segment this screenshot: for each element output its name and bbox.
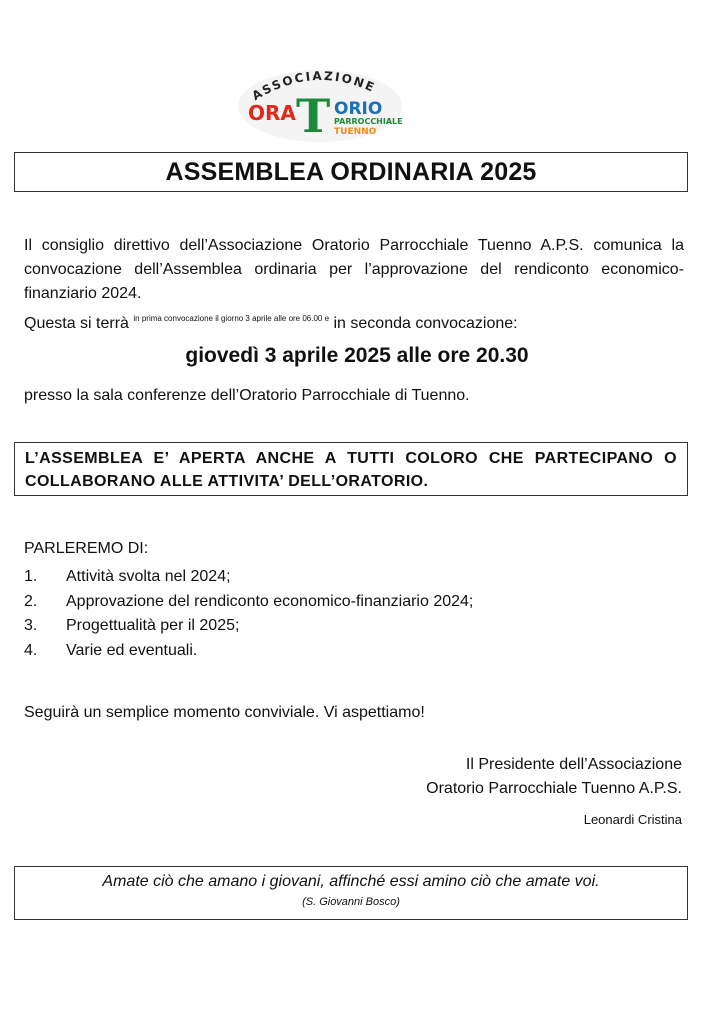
- agenda-item-text: Attività svolta nel 2024;: [66, 568, 231, 585]
- convocation-suffix: in seconda convocazione:: [329, 315, 518, 332]
- meeting-location: presso la sala conferenze dell’Oratorio Parrocchiale di Tuenno.: [24, 387, 470, 404]
- agenda-item-number: 3.: [24, 617, 38, 634]
- signature-org-line: Oratorio Parrocchiale Tuenno A.P.S.: [426, 780, 682, 797]
- agenda-list: [24, 568, 473, 666]
- intro-paragraph: Il consiglio direttivo dell’Associazione Oratorio Parrocchiale Tuenno A.P.S. comunica la convocazione dell’Assemblea ordinaria per l’approvazione del rendiconto economico-finanziario 2024.: [24, 237, 684, 302]
- logo-subtitle-2: TUENNO: [334, 127, 377, 137]
- agenda-item: [24, 593, 473, 618]
- closing-text: Seguirà un semplice momento conviviale. Vi aspettiamo!: [24, 704, 425, 721]
- meeting-date: giovedì 3 aprile 2025 alle ore 20.30: [185, 344, 529, 367]
- agenda-item-text: Progettualità per il 2025;: [66, 617, 240, 634]
- title-box: [14, 152, 688, 192]
- page-title: ASSEMBLEA ORDINARIA 2025: [165, 157, 537, 186]
- agenda-item-number: 4.: [24, 641, 38, 659]
- logo-subtitle-1: PARROCCHIALE: [334, 117, 403, 126]
- agenda-item: [24, 642, 473, 667]
- logo-graphic: [236, 62, 404, 144]
- signature-title-line: Il Presidente dell’Associazione: [465, 756, 682, 773]
- agenda-item-text: Varie ed eventuali.: [66, 641, 198, 659]
- notice-box: [14, 442, 688, 496]
- quote-author: (S. Giovanni Bosco): [302, 896, 400, 908]
- agenda-item: [24, 617, 473, 642]
- convocation-line: [24, 314, 518, 333]
- logo-letter-t: T: [296, 89, 331, 143]
- agenda-heading: PARLEREMO DI:: [24, 540, 149, 557]
- agenda-item-number: 1.: [24, 568, 38, 585]
- logo-word-right: ORIO: [334, 99, 383, 119]
- first-convocation-note: in prima convocazione il giorno 3 aprile alle ore 06.00 e: [133, 314, 330, 323]
- quote-box: [14, 866, 688, 920]
- notice-text: L’ASSEMBLEA E’ APERTA ANCHE A TUTTI COLORO CHE PARTECIPANO O COLLABORANO ALLE ATTIVITA’ DELL’ORATORIO.: [25, 450, 677, 490]
- logo-word-left: ORA: [248, 101, 296, 125]
- signature-name: Leonardi Cristina: [583, 812, 682, 827]
- association-logo: [236, 62, 404, 144]
- convocation-prefix: Questa si terrà: [24, 315, 134, 332]
- agenda-item: [24, 568, 473, 593]
- agenda-item-number: 2.: [24, 592, 38, 610]
- quote-text: Amate ciò che amano i giovani, affinché essi amino ciò che amate voi.: [102, 873, 600, 890]
- agenda-item-text: Approvazione del rendiconto economico-finanziario 2024;: [66, 592, 474, 610]
- logo-top-text: ASSOCIAZIONE: [249, 68, 378, 104]
